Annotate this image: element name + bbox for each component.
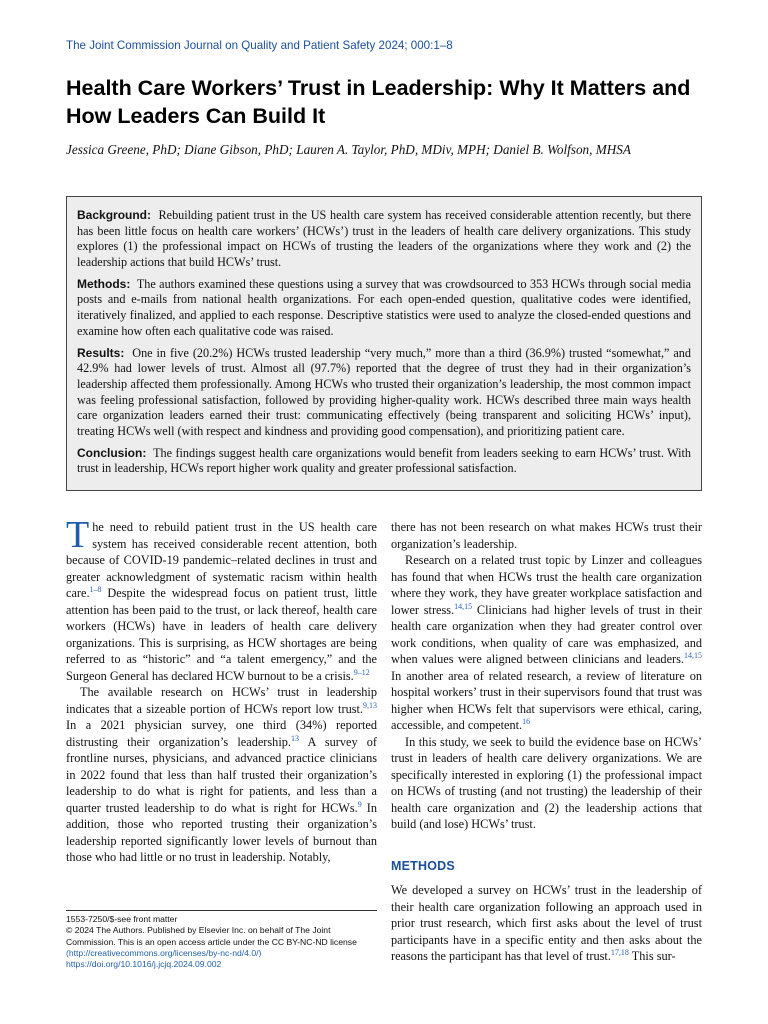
intro-p3-text-c: In another area of related research, a review of literature on hospital workers’ trust in their supervisors found that trust was higher when HCWs felt that supervisors were ethical, caring, accessible, and competent. — [391, 668, 702, 732]
abstract-box — [66, 196, 702, 491]
citation-ref[interactable]: 16 — [522, 716, 531, 726]
methods-p1-text-a: We developed a survey on HCWs’ trust in the leadership of their health care organization following an approach used in prior trust research, which first asks about the level of trust participants have in a specific entity and then asks about the reasons the participant has that level of trust. — [391, 883, 702, 963]
abstract-background-label: Background: — [77, 208, 152, 222]
footnote-doi — [66, 959, 377, 970]
footnote-copyright-text: © 2024 The Authors. Published by Elsevier Inc. on behalf of The Joint Commission. This is an open access article under the CC BY-NC-ND license — [66, 925, 357, 947]
intro-p2-text-b: In a 2021 physician survey, one third (34%) reported distrusting their organization’s leadership. — [66, 718, 377, 749]
footnote-issn: 1553-7250/$-see front matter — [66, 914, 178, 924]
abstract-methods-text: The authors examined these questions using a survey that was crowdsourced to 353 HCWs through social media posts and e-mails from national health organizations. For each open-ended question, qualitative codes were identified, iteratively finalized, and applied to each response. Descriptive statistics were used to analyze the closed-ended questions and examine how often each qualitative code was raised. — [77, 276, 692, 338]
article-title: Health Care Workers’ Trust in Leadership: Why It Matters and How Leaders Can Build It — [66, 76, 691, 128]
citation-ref[interactable]: 17,18 — [610, 947, 629, 957]
intro-p3-text-b: Clinicians had higher levels of trust in their health care organization when they had greater control over work conditions, when quality of care was emphasized, and when values were aligned between clinicians and leaders. — [391, 602, 702, 666]
license-link[interactable]: (http://creativecommons.org/licenses/by-nc-nd/4.0/) — [66, 947, 262, 958]
intro-paragraph-continued: there has not been research on what makes HCWs trust their organization’s leadership. — [391, 520, 702, 551]
citation-ref[interactable]: 13 — [290, 733, 299, 743]
intro-p1-text-a: he need to rebuild patient trust in the US health care system has received considerable recent attention, both because of COVID-19 pandemic–related declines in trust and greater acknowledgment of systematic racism within health care. — [66, 520, 377, 600]
abstract-methods — [77, 277, 691, 339]
intro-paragraph-3 — [391, 552, 702, 734]
abstract-conclusion — [77, 446, 691, 477]
body-column-left — [66, 514, 377, 866]
body-column-right — [391, 519, 702, 965]
intro-paragraph-1 — [66, 514, 377, 684]
citation-ref[interactable]: 1–8 — [89, 584, 102, 594]
methods-heading: METHODS — [391, 858, 455, 873]
abstract-methods-label: Methods: — [77, 276, 131, 291]
footnote-copyright — [66, 925, 377, 959]
intro-p2-text-c: A survey of frontline nurses, physicians, and advanced practice clinicians in 2022 found that less than half trusted their organization’s leadership to do what is right for patients, and less than a quarter trusted leadership to do what is right for HCWs. — [66, 734, 377, 815]
methods-p1-text-b: This sur- — [628, 949, 676, 963]
intro-paragraph-4: In this study, we seek to build the evidence base on HCWs’ trust in leaders of health care delivery organizations. We are specifically interested in exploring (1) the professional impact on HCWs of trusting (and not trusting) the leadership of their health care organization and (2) the leadership actions that build (and lose) HCWs’ trust. — [391, 734, 702, 831]
intro-p1-text-b: Despite the widespread focus on patient trust, little attention has been paid to the trust, or lack thereof, health care workers (HCWs) have in leaders of health care delivery organizations. This is surprising, as HCW shortages are being referred to as “historic” and “a talent emergency,” and the Surgeon General has declared HCW burnout to be a crisis. — [66, 586, 377, 683]
intro-p3-text-a: Research on a related trust topic by Linzer and colleagues has found that when HCWs trust the health care organization where they work, they have greater workplace satisfaction and lower stress. — [391, 553, 702, 617]
intro-p2-text-d: In addition, those who reported trusting their organization’s leadership reported significantly lower levels of burnout than those who had little or no trust in leadership. Notably, — [66, 800, 377, 864]
abstract-background — [77, 208, 691, 270]
intro-paragraph-2 — [66, 684, 377, 866]
abstract-results-label: Results: — [77, 345, 125, 360]
intro-p2-text-a: The available research on HCWs’ trust in leadership indicates that a sizeable portion of HCWs report low trust. — [66, 685, 377, 716]
author-list: Jessica Greene, PhD; Diane Gibson, PhD; Lauren A. Taylor, PhD, MDiv, MPH; Daniel B. Wolfson, MHSA — [66, 142, 631, 157]
citation-ref[interactable]: 9–12 — [353, 667, 370, 677]
abstract-background-text: Rebuilding patient trust in the US health care system has received considerable attention recently, but there has been little focus on health care workers’ (HCWs’) trust in the leaders of health care delivery organizations. This study explores (1) the professional impact on HCWs of trusting the leaders of the organizations where they work and (2) the leadership actions that build HCWs’ trust. — [77, 208, 692, 269]
doi-link[interactable]: https://doi.org/10.1016/j.jcjq.2024.09.002 — [66, 959, 222, 970]
abstract-results — [77, 346, 691, 440]
abstract-conclusion-label: Conclusion: — [77, 445, 147, 460]
abstract-results-text: One in five (20.2%) HCWs trusted leadership “very much,” more than a third (36.9%) trusted “somewhat,” and 42.9% had lower levels of trust. Almost all (97.7%) reported that the degree of trust they had in their organization’s leadership affected them professionally. Among HCWs who trusted their organization’s leadership, the most common impact was feeling professional satisfaction, followed by providing higher-quality work. HCWs described three main ways health care organization leaders earned their trust: communicating effectively (being transparent and soliciting HCWs’ input), treating HCWs well (with respect and kindness and providing good compensation), and prioritizing patient care. — [77, 345, 691, 438]
drop-cap: T — [66, 514, 90, 556]
citation-ref[interactable]: 9 — [357, 799, 362, 809]
citation-ref[interactable]: 9,13 — [363, 700, 377, 710]
citation-ref[interactable]: 14,15 — [684, 650, 702, 660]
citation-ref[interactable]: 14,15 — [454, 601, 473, 611]
journal-citation-line: The Joint Commission Journal on Quality and Patient Safety 2024; 000:1–8 — [66, 39, 453, 52]
methods-paragraph-1 — [391, 882, 702, 965]
abstract-conclusion-text: The findings suggest health care organizations would benefit from leaders seeking to earn HCWs’ trust. With trust in leadership, HCWs report higher work quality and greater professional satisfaction. — [77, 445, 691, 476]
footnote-block — [66, 910, 377, 970]
